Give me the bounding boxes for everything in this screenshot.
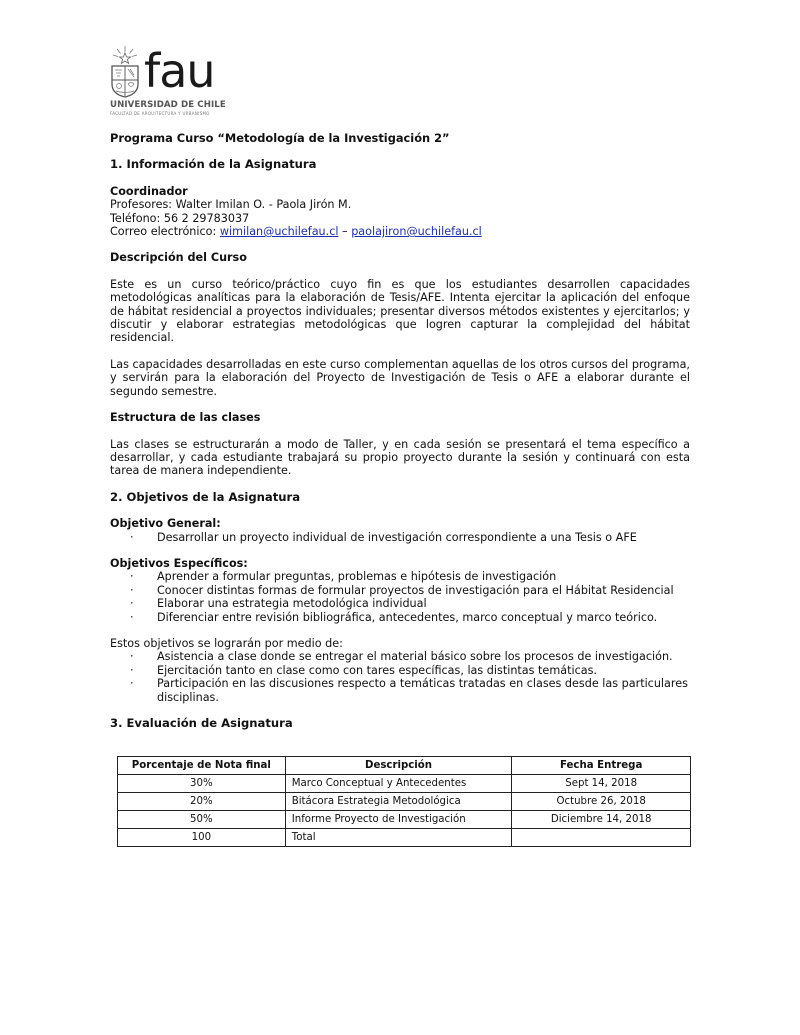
email-separator: – <box>338 225 352 239</box>
email-link-wimilan[interactable]: wimilan@uchilefau.cl <box>219 225 339 239</box>
cell-description: Total <box>285 829 512 847</box>
section-heading-informacion: 1. Información de la Asignatura <box>110 157 317 172</box>
logo-wordmark: fau <box>144 44 215 98</box>
bullet-icon: · <box>130 663 134 677</box>
column-header-due-date: Fecha Entrega <box>512 757 691 775</box>
bullet-icon: · <box>130 530 134 544</box>
email-label: Correo electrónico: <box>110 225 220 239</box>
cell-percentage: 30% <box>118 775 286 793</box>
cell-percentage: 20% <box>118 793 286 811</box>
phone-line: Teléfono: 56 2 29783037 <box>110 211 250 225</box>
cell-description: Marco Conceptual y Antecedentes <box>285 775 512 793</box>
means-intro: Estos objetivos se lograrán por medio de: <box>110 636 343 650</box>
description-heading: Descripción del Curso <box>110 251 247 265</box>
bullet-icon: · <box>130 610 134 624</box>
table-row <box>118 775 691 793</box>
logo-university-name: UNIVERSIDAD DE CHILE <box>110 100 226 110</box>
bullet-icon: · <box>130 570 134 584</box>
structure-paragraph: Las clases se estructurarán a modo de Taller, y en cada sesión se presentará el tema específico a desarrollar, y cada estudiante trabajará su propio proyecto durante la sesión y continuará con esta tarea de manera independiente. <box>110 437 690 478</box>
column-header-percentage: Porcentaje de Nota final <box>118 757 286 775</box>
cell-due-date: Diciembre 14, 2018 <box>512 811 691 829</box>
specific-objectives-list <box>110 570 690 624</box>
list-item: · Asistencia a clase donde se entregar el material básico sobre los procesos de investigación. <box>130 650 673 664</box>
cell-percentage: 50% <box>118 811 286 829</box>
structure-heading: Estructura de las clases <box>110 411 261 425</box>
professors-line: Profesores: Walter Imilan O. - Paola Jirón M. <box>110 198 352 212</box>
evaluation-table <box>117 756 691 847</box>
cell-due-date: Octubre 26, 2018 <box>512 793 691 811</box>
list-item: · Elaborar una estrategia metodológica individual <box>130 597 427 611</box>
list-item: · Diferenciar entre revisión bibliográfica, antecedentes, marco conceptual y marco teórico. <box>130 610 658 624</box>
cell-due-date: Sept 14, 2018 <box>512 775 691 793</box>
cell-description: Informe Proyecto de Investigación <box>285 811 512 829</box>
specific-objectives-heading: Objetivos Específicos: <box>110 556 248 570</box>
cell-percentage: 100 <box>118 829 286 847</box>
coordinator-heading: Coordinador <box>110 184 188 198</box>
bullet-icon: · <box>130 677 134 691</box>
means-list <box>110 650 690 704</box>
table-row <box>118 793 691 811</box>
email-line <box>110 225 690 238</box>
table-row-total <box>118 829 691 847</box>
bullet-icon: · <box>130 650 134 664</box>
cell-description: Bitácora Estrategia Metodológica <box>285 793 512 811</box>
cell-due-date <box>512 829 691 847</box>
section-heading-evaluacion: 3. Evaluación de Asignatura <box>110 716 293 730</box>
column-header-description: Descripción <box>285 757 512 775</box>
coat-of-arms-icon <box>108 44 142 98</box>
document-body <box>110 132 690 730</box>
university-logo <box>108 44 226 120</box>
list-item: · Ejercitación tanto en clase como con tares específicas, las distintas temáticas. <box>130 663 597 677</box>
document-title: Programa Curso “Metodología de la Investigación 2” <box>110 131 450 145</box>
logo-faculty-name: FACULTAD DE ARQUITECTURA Y URBANISMO <box>110 111 210 116</box>
bullet-icon: · <box>130 597 134 611</box>
list-item: · Desarrollar un proyecto individual de investigación correspondiente a una Tesis o AFE <box>130 530 637 544</box>
description-paragraph-2: Las capacidades desarrolladas en este curso complementan aquellas de los otros cursos del programa, y servirán para la elaboración del Proyecto de Investigación de Tesis o AFE a elaborar durante el segundo semestre. <box>110 357 690 398</box>
list-item: · Aprender a formular preguntas, problemas e hipótesis de investigación <box>130 570 557 584</box>
section-heading-objetivos: 2. Objetivos de la Asignatura <box>110 489 301 504</box>
description-paragraph-1: Este es un curso teórico/práctico cuyo fin es que los estudiantes desarrollen capacidades metodológicas analíticas para la elaboración de Tesis/AFE. Intenta ejercitar la aplicación del enfoque de hábitat residencial a proyectos individuales; presentar diversos métodos existentes y ejercitarlos; y discutir y elaborar estrategias metodológicas que logren capturar la complejidad del hábitat residencial. <box>110 277 690 345</box>
email-link-paolajiron[interactable]: paolajiron@uchilefau.cl <box>351 225 482 239</box>
bullet-icon: · <box>130 583 134 597</box>
general-objective-heading: Objetivo General: <box>110 517 221 531</box>
list-item: · Conocer distintas formas de formular proyectos de investigación para el Hábitat Residencial <box>130 583 674 597</box>
table-row <box>118 811 691 829</box>
general-objective-list <box>110 531 690 544</box>
list-item: · Participación en las discusiones respecto a temáticas tratadas en clases desde las particulares disciplinas. <box>130 677 688 704</box>
table-header-row <box>118 757 691 775</box>
